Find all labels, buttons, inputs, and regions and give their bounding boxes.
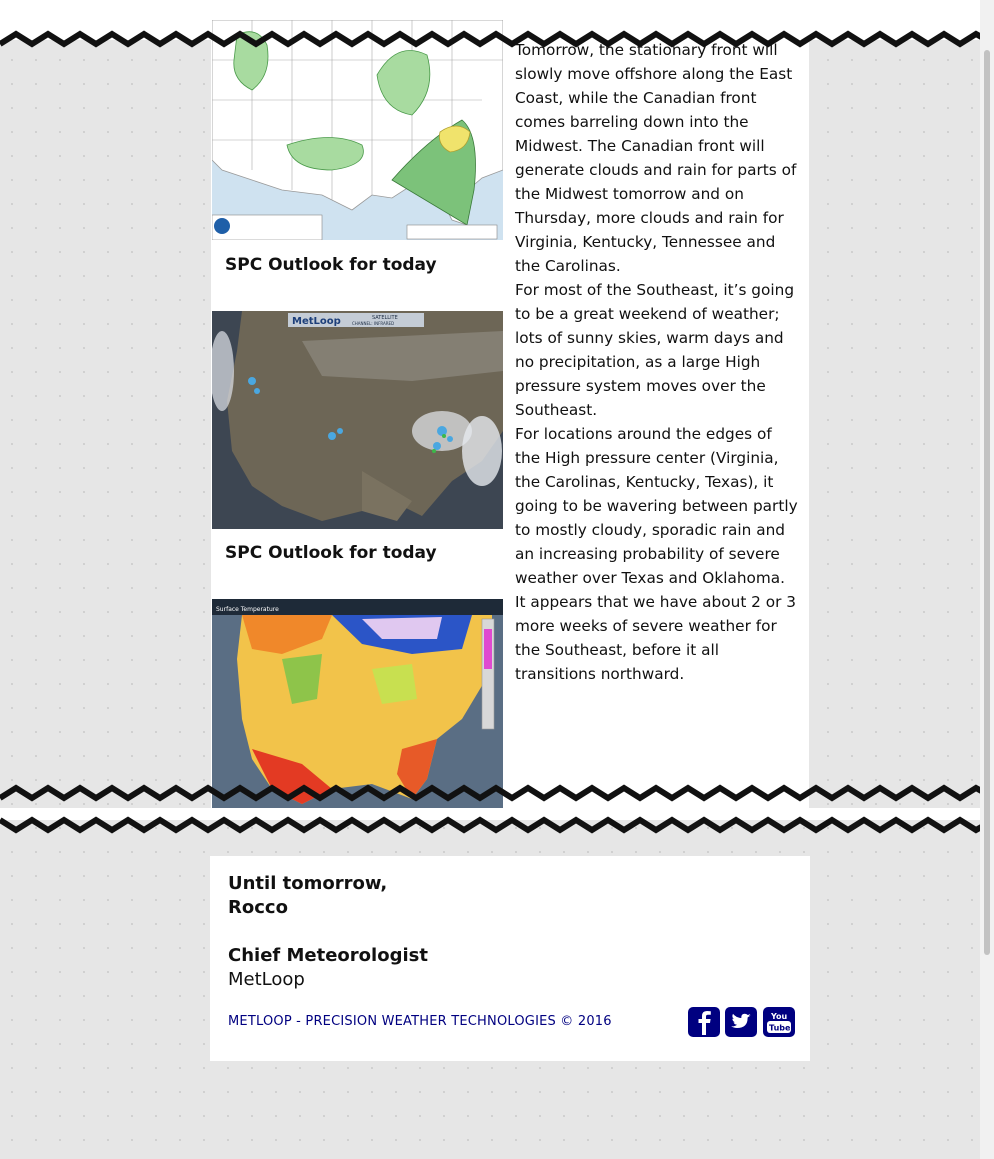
facebook-icon bbox=[687, 1006, 721, 1038]
author-name: Rocco bbox=[228, 897, 288, 918]
closing-line: Until tomorrow, bbox=[228, 873, 388, 894]
youtube-label-top: You bbox=[771, 1012, 788, 1021]
footer-copyright: METLOOP - PRECISION WEATHER TECHNOLOGIES © 2016 bbox=[228, 1014, 612, 1029]
satellite-channel: CHANNEL: INFRARED bbox=[352, 321, 395, 326]
facebook-link[interactable] bbox=[687, 1006, 721, 1038]
image-caption: SPC Outlook for today bbox=[225, 255, 437, 275]
satellite-map-image bbox=[212, 311, 503, 529]
article-paragraph: Tomorrow, the stationary front will slowly move offshore along the East Coast, while the Canadian front comes barreling down into the Midwest. The Canadian front will generate clouds and rain for parts of the Midwest tomorrow and on Thursday, more clouds and rain for Virginia, Kentucky, Tennessee and the Carolinas. bbox=[515, 41, 797, 275]
article-paragraph: For locations around the edges of the High pressure center (Virginia, the Carolinas, Kentucky, Texas), it going to be wavering between partly to mostly cloudy, sporadic rain and an increasing probability of severe weather over Texas and Oklahoma. bbox=[515, 425, 798, 587]
image-caption: SPC Outlook for today bbox=[225, 543, 437, 563]
spc-outlook-map bbox=[212, 20, 503, 240]
article-paragraph: For most of the Southeast, it’s going to be a great weekend of weather; lots of sunny skies, warm days and no precipitation, as a large High pressure system moves over the Southeast. bbox=[515, 281, 795, 419]
content-card bbox=[211, 20, 809, 810]
satellite-title: SATELLITE bbox=[372, 315, 398, 321]
youtube-icon bbox=[762, 1006, 796, 1038]
satellite-brand: MetLoop bbox=[292, 316, 341, 327]
signature-block bbox=[228, 872, 428, 992]
temperature-map-image bbox=[212, 599, 503, 810]
youtube-link[interactable] bbox=[762, 1006, 796, 1038]
article-paragraph: It appears that we have about 2 or 3 more weeks of severe weather for the Southeast, before it all transitions northward. bbox=[515, 593, 797, 683]
author-title: Chief Meteorologist bbox=[228, 945, 428, 966]
twitter-icon bbox=[724, 1006, 758, 1038]
twitter-link[interactable] bbox=[724, 1006, 758, 1038]
satellite-map bbox=[212, 311, 503, 529]
temperature-label: Surface Temperature bbox=[216, 606, 279, 613]
spc-outlook-map-image bbox=[212, 20, 503, 240]
scrollbar-thumb[interactable] bbox=[984, 50, 990, 955]
signoff-card bbox=[210, 856, 810, 1061]
spacer bbox=[228, 920, 428, 944]
temperature-map bbox=[212, 599, 503, 810]
forecast-article bbox=[515, 38, 799, 686]
organization-name: MetLoop bbox=[228, 969, 305, 990]
youtube-label-bottom: Tube bbox=[769, 1023, 791, 1033]
